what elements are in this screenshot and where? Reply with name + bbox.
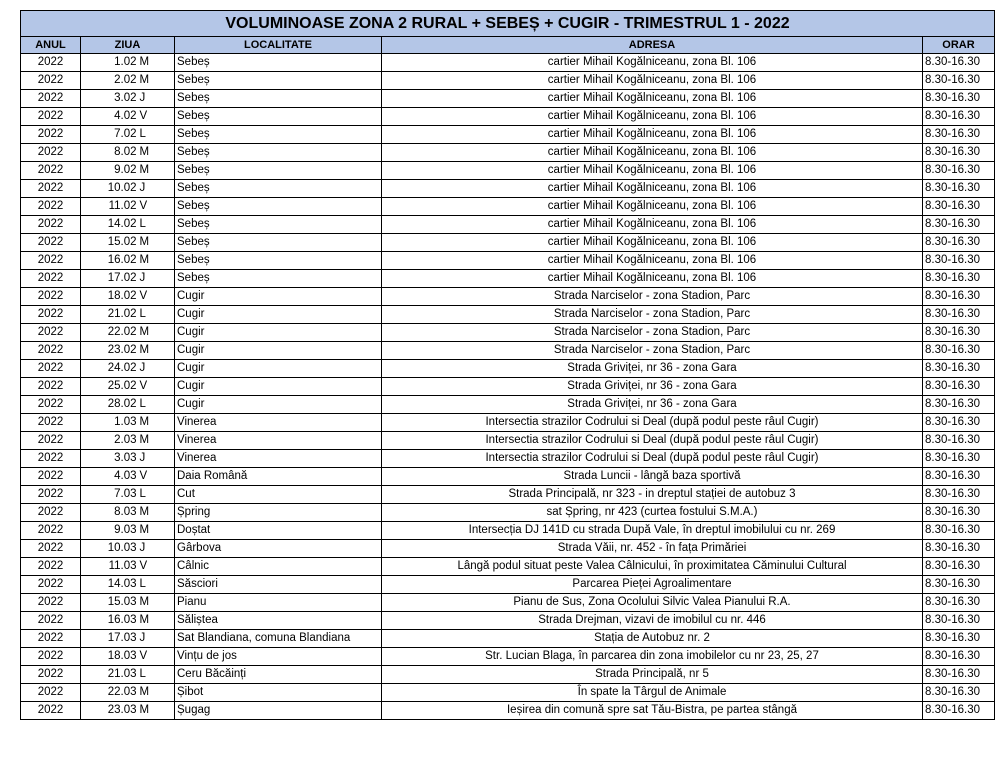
table-row: [21, 504, 995, 522]
cell-weekday: V: [138, 468, 175, 486]
cell-address: Strada Narciselor - zona Stadion, Parc: [382, 288, 923, 306]
column-header-year: ANUL: [21, 37, 81, 54]
cell-hours: 8.30-16.30: [923, 432, 995, 450]
cell-day: 15.02: [81, 234, 138, 252]
cell-location: Cugir: [175, 306, 382, 324]
cell-address: cartier Mihail Kogălniceanu, zona Bl. 106: [382, 72, 923, 90]
cell-address: Strada Luncii - lângă baza sportivă: [382, 468, 923, 486]
cell-day: 4.02: [81, 108, 138, 126]
table-row: [21, 288, 995, 306]
cell-year: 2022: [21, 540, 81, 558]
cell-weekday: V: [138, 198, 175, 216]
cell-year: 2022: [21, 126, 81, 144]
cell-address: Strada Văii, nr. 452 - în fața Primăriei: [382, 540, 923, 558]
cell-address: Intersecția DJ 141D cu strada După Vale, în dreptul imobilului cu nr. 269: [382, 522, 923, 540]
cell-address: Strada Narciselor - zona Stadion, Parc: [382, 342, 923, 360]
cell-day: 7.03: [81, 486, 138, 504]
cell-hours: 8.30-16.30: [923, 594, 995, 612]
cell-year: 2022: [21, 576, 81, 594]
cell-year: 2022: [21, 144, 81, 162]
cell-location: Cugir: [175, 360, 382, 378]
table-row: [21, 630, 995, 648]
cell-location: Gârbova: [175, 540, 382, 558]
cell-location: Sat Blandiana, comuna Blandiana: [175, 630, 382, 648]
cell-hours: 8.30-16.30: [923, 396, 995, 414]
cell-year: 2022: [21, 342, 81, 360]
cell-address: Strada Principală, nr 323 - in dreptul stației de autobuz 3: [382, 486, 923, 504]
cell-location: Cugir: [175, 288, 382, 306]
cell-year: 2022: [21, 234, 81, 252]
cell-location: Șpring: [175, 504, 382, 522]
cell-year: 2022: [21, 288, 81, 306]
cell-day: 3.02: [81, 90, 138, 108]
cell-location: Sebeș: [175, 198, 382, 216]
cell-hours: 8.30-16.30: [923, 684, 995, 702]
cell-address: Intersectia strazilor Codrului si Deal (după podul peste râul Cugir): [382, 450, 923, 468]
cell-location: Câlnic: [175, 558, 382, 576]
cell-hours: 8.30-16.30: [923, 198, 995, 216]
table-row: [21, 612, 995, 630]
table-row: [21, 396, 995, 414]
table-row: [21, 252, 995, 270]
cell-location: Pianu: [175, 594, 382, 612]
cell-address: Intersectia strazilor Codrului si Deal (după podul peste râul Cugir): [382, 414, 923, 432]
cell-weekday: L: [138, 576, 175, 594]
cell-address: cartier Mihail Kogălniceanu, zona Bl. 106: [382, 180, 923, 198]
cell-location: Doștat: [175, 522, 382, 540]
cell-weekday: J: [138, 180, 175, 198]
cell-weekday: M: [138, 162, 175, 180]
cell-year: 2022: [21, 432, 81, 450]
cell-year: 2022: [21, 90, 81, 108]
cell-address: Lângă podul situat peste Valea Câlnicului, în proximitatea Căminului Cultural: [382, 558, 923, 576]
column-header-hours: ORAR: [923, 37, 995, 54]
cell-weekday: M: [138, 504, 175, 522]
table-row: [21, 684, 995, 702]
cell-hours: 8.30-16.30: [923, 162, 995, 180]
cell-year: 2022: [21, 396, 81, 414]
cell-day: 22.03: [81, 684, 138, 702]
schedule-sheet: [20, 10, 994, 720]
cell-address: Strada Griviței, nr 36 - zona Gara: [382, 396, 923, 414]
cell-location: Cugir: [175, 342, 382, 360]
cell-weekday: M: [138, 72, 175, 90]
cell-location: Șibot: [175, 684, 382, 702]
cell-address: În spate la Târgul de Animale: [382, 684, 923, 702]
cell-day: 22.02: [81, 324, 138, 342]
cell-location: Daia Română: [175, 468, 382, 486]
cell-weekday: M: [138, 324, 175, 342]
cell-address: cartier Mihail Kogălniceanu, zona Bl. 106: [382, 234, 923, 252]
cell-weekday: L: [138, 306, 175, 324]
cell-year: 2022: [21, 216, 81, 234]
cell-year: 2022: [21, 630, 81, 648]
cell-hours: 8.30-16.30: [923, 108, 995, 126]
cell-address: cartier Mihail Kogălniceanu, zona Bl. 106: [382, 54, 923, 72]
table-row: [21, 126, 995, 144]
cell-weekday: J: [138, 540, 175, 558]
table-row: [21, 360, 995, 378]
table-row: [21, 162, 995, 180]
cell-year: 2022: [21, 180, 81, 198]
cell-weekday: M: [138, 522, 175, 540]
cell-hours: 8.30-16.30: [923, 648, 995, 666]
cell-day: 2.02: [81, 72, 138, 90]
cell-hours: 8.30-16.30: [923, 414, 995, 432]
cell-location: Sebeș: [175, 252, 382, 270]
cell-address: Strada Narciselor - zona Stadion, Parc: [382, 306, 923, 324]
cell-year: 2022: [21, 270, 81, 288]
cell-day: 9.03: [81, 522, 138, 540]
cell-day: 23.02: [81, 342, 138, 360]
cell-hours: 8.30-16.30: [923, 378, 995, 396]
cell-year: 2022: [21, 486, 81, 504]
cell-day: 2.03: [81, 432, 138, 450]
table-row: [21, 432, 995, 450]
cell-location: Vinerea: [175, 450, 382, 468]
cell-day: 3.03: [81, 450, 138, 468]
table-row: [21, 54, 995, 72]
table-row: [21, 666, 995, 684]
cell-hours: 8.30-16.30: [923, 702, 995, 720]
cell-hours: 8.30-16.30: [923, 216, 995, 234]
cell-location: Sebeș: [175, 234, 382, 252]
table-row: [21, 270, 995, 288]
cell-weekday: L: [138, 486, 175, 504]
cell-year: 2022: [21, 378, 81, 396]
cell-hours: 8.30-16.30: [923, 666, 995, 684]
cell-hours: 8.30-16.30: [923, 486, 995, 504]
cell-address: cartier Mihail Kogălniceanu, zona Bl. 106: [382, 216, 923, 234]
cell-location: Săliștea: [175, 612, 382, 630]
cell-year: 2022: [21, 54, 81, 72]
cell-year: 2022: [21, 612, 81, 630]
cell-year: 2022: [21, 594, 81, 612]
cell-day: 16.03: [81, 612, 138, 630]
cell-year: 2022: [21, 522, 81, 540]
cell-location: Șugag: [175, 702, 382, 720]
cell-weekday: M: [138, 684, 175, 702]
cell-weekday: M: [138, 414, 175, 432]
cell-location: Sebeș: [175, 54, 382, 72]
cell-day: 11.03: [81, 558, 138, 576]
cell-hours: 8.30-16.30: [923, 324, 995, 342]
cell-day: 14.02: [81, 216, 138, 234]
cell-day: 8.03: [81, 504, 138, 522]
cell-weekday: V: [138, 288, 175, 306]
cell-weekday: M: [138, 702, 175, 720]
cell-year: 2022: [21, 648, 81, 666]
cell-address: cartier Mihail Kogălniceanu, zona Bl. 106: [382, 252, 923, 270]
cell-address: sat Șpring, nr 423 (curtea fostului S.M.A.): [382, 504, 923, 522]
cell-weekday: J: [138, 630, 175, 648]
schedule-table: [20, 10, 995, 720]
cell-location: Sebeș: [175, 126, 382, 144]
cell-hours: 8.30-16.30: [923, 72, 995, 90]
cell-weekday: M: [138, 594, 175, 612]
cell-day: 21.03: [81, 666, 138, 684]
cell-hours: 8.30-16.30: [923, 540, 995, 558]
cell-day: 10.02: [81, 180, 138, 198]
table-row: [21, 108, 995, 126]
table-row: [21, 486, 995, 504]
cell-location: Sebeș: [175, 180, 382, 198]
cell-location: Sebeș: [175, 72, 382, 90]
cell-hours: 8.30-16.30: [923, 270, 995, 288]
cell-day: 18.03: [81, 648, 138, 666]
cell-weekday: L: [138, 216, 175, 234]
cell-day: 9.02: [81, 162, 138, 180]
cell-address: Strada Griviței, nr 36 - zona Gara: [382, 360, 923, 378]
cell-day: 25.02: [81, 378, 138, 396]
cell-weekday: M: [138, 54, 175, 72]
cell-weekday: V: [138, 648, 175, 666]
cell-year: 2022: [21, 108, 81, 126]
cell-year: 2022: [21, 450, 81, 468]
cell-weekday: M: [138, 612, 175, 630]
cell-hours: 8.30-16.30: [923, 630, 995, 648]
cell-address: Parcarea Pieței Agroalimentare: [382, 576, 923, 594]
cell-address: Strada Principală, nr 5: [382, 666, 923, 684]
table-row: [21, 144, 995, 162]
cell-hours: 8.30-16.30: [923, 522, 995, 540]
cell-address: Strada Drejman, vizavi de imobilul cu nr. 446: [382, 612, 923, 630]
cell-hours: 8.30-16.30: [923, 360, 995, 378]
cell-weekday: J: [138, 90, 175, 108]
table-row: [21, 450, 995, 468]
cell-weekday: L: [138, 396, 175, 414]
cell-hours: 8.30-16.30: [923, 144, 995, 162]
cell-address: cartier Mihail Kogălniceanu, zona Bl. 106: [382, 162, 923, 180]
table-row: [21, 558, 995, 576]
cell-day: 10.03: [81, 540, 138, 558]
table-row: [21, 702, 995, 720]
column-header-day: ZIUA: [81, 37, 175, 54]
cell-location: Sebeș: [175, 144, 382, 162]
cell-day: 8.02: [81, 144, 138, 162]
cell-hours: 8.30-16.30: [923, 450, 995, 468]
table-row: [21, 576, 995, 594]
cell-day: 17.02: [81, 270, 138, 288]
cell-year: 2022: [21, 306, 81, 324]
table-row: [21, 342, 995, 360]
cell-day: 28.02: [81, 396, 138, 414]
cell-address: Ieșirea din comună spre sat Tău-Bistra, pe partea stângă: [382, 702, 923, 720]
cell-address: Pianu de Sus, Zona Ocolului Silvic Valea Pianului R.A.: [382, 594, 923, 612]
table-row: [21, 72, 995, 90]
cell-day: 4.03: [81, 468, 138, 486]
column-header-address: ADRESA: [382, 37, 923, 54]
table-row: [21, 234, 995, 252]
cell-day: 21.02: [81, 306, 138, 324]
cell-year: 2022: [21, 468, 81, 486]
cell-address: cartier Mihail Kogălniceanu, zona Bl. 106: [382, 198, 923, 216]
cell-hours: 8.30-16.30: [923, 288, 995, 306]
cell-address: Strada Griviței, nr 36 - zona Gara: [382, 378, 923, 396]
cell-address: cartier Mihail Kogălniceanu, zona Bl. 106: [382, 270, 923, 288]
cell-hours: 8.30-16.30: [923, 90, 995, 108]
cell-year: 2022: [21, 162, 81, 180]
table-row: [21, 414, 995, 432]
cell-location: Sebeș: [175, 162, 382, 180]
cell-hours: 8.30-16.30: [923, 126, 995, 144]
table-row: [21, 594, 995, 612]
cell-day: 17.03: [81, 630, 138, 648]
table-row: [21, 90, 995, 108]
table-row: [21, 324, 995, 342]
table-row: [21, 180, 995, 198]
cell-weekday: L: [138, 126, 175, 144]
cell-weekday: M: [138, 234, 175, 252]
table-row: [21, 216, 995, 234]
cell-hours: 8.30-16.30: [923, 342, 995, 360]
cell-weekday: V: [138, 108, 175, 126]
cell-day: 15.03: [81, 594, 138, 612]
cell-year: 2022: [21, 558, 81, 576]
table-row: [21, 522, 995, 540]
cell-year: 2022: [21, 72, 81, 90]
table-row: [21, 198, 995, 216]
cell-year: 2022: [21, 198, 81, 216]
table-row: [21, 540, 995, 558]
cell-weekday: M: [138, 252, 175, 270]
cell-location: Vinerea: [175, 432, 382, 450]
cell-hours: 8.30-16.30: [923, 54, 995, 72]
cell-location: Cugir: [175, 396, 382, 414]
cell-day: 16.02: [81, 252, 138, 270]
cell-weekday: J: [138, 360, 175, 378]
cell-location: Cugir: [175, 324, 382, 342]
cell-day: 14.03: [81, 576, 138, 594]
cell-year: 2022: [21, 252, 81, 270]
cell-hours: 8.30-16.30: [923, 612, 995, 630]
cell-location: Sebeș: [175, 216, 382, 234]
cell-year: 2022: [21, 324, 81, 342]
cell-weekday: V: [138, 558, 175, 576]
cell-location: Sebeș: [175, 270, 382, 288]
cell-hours: 8.30-16.30: [923, 252, 995, 270]
cell-location: Sebeș: [175, 108, 382, 126]
cell-year: 2022: [21, 666, 81, 684]
cell-weekday: J: [138, 450, 175, 468]
cell-address: cartier Mihail Kogălniceanu, zona Bl. 106: [382, 126, 923, 144]
cell-location: Cugir: [175, 378, 382, 396]
cell-weekday: M: [138, 342, 175, 360]
table-title: VOLUMINOASE ZONA 2 RURAL + SEBEȘ + CUGIR - TRIMESTRUL 1 - 2022: [21, 11, 995, 37]
cell-location: Sebeș: [175, 90, 382, 108]
cell-day: 1.03: [81, 414, 138, 432]
cell-address: cartier Mihail Kogălniceanu, zona Bl. 106: [382, 90, 923, 108]
cell-address: Intersectia strazilor Codrului si Deal (după podul peste râul Cugir): [382, 432, 923, 450]
table-row: [21, 648, 995, 666]
table-row: [21, 378, 995, 396]
cell-year: 2022: [21, 702, 81, 720]
cell-location: Vințu de jos: [175, 648, 382, 666]
cell-location: Vinerea: [175, 414, 382, 432]
table-row: [21, 306, 995, 324]
cell-day: 7.02: [81, 126, 138, 144]
table-row: [21, 468, 995, 486]
cell-year: 2022: [21, 414, 81, 432]
cell-weekday: M: [138, 432, 175, 450]
table-body: [21, 54, 995, 720]
cell-address: cartier Mihail Kogălniceanu, zona Bl. 106: [382, 144, 923, 162]
cell-day: 18.02: [81, 288, 138, 306]
cell-weekday: M: [138, 144, 175, 162]
cell-address: Stația de Autobuz nr. 2: [382, 630, 923, 648]
column-header-location: LOCALITATE: [175, 37, 382, 54]
cell-day: 24.02: [81, 360, 138, 378]
cell-hours: 8.30-16.30: [923, 234, 995, 252]
cell-hours: 8.30-16.30: [923, 558, 995, 576]
cell-day: 23.03: [81, 702, 138, 720]
cell-hours: 8.30-16.30: [923, 306, 995, 324]
cell-address: Str. Lucian Blaga, în parcarea din zona imobilelor cu nr 23, 25, 27: [382, 648, 923, 666]
cell-hours: 8.30-16.30: [923, 180, 995, 198]
cell-day: 1.02: [81, 54, 138, 72]
cell-location: Săsciori: [175, 576, 382, 594]
cell-location: Ceru Băcăinți: [175, 666, 382, 684]
cell-address: cartier Mihail Kogălniceanu, zona Bl. 106: [382, 108, 923, 126]
cell-weekday: V: [138, 378, 175, 396]
cell-day: 11.02: [81, 198, 138, 216]
cell-location: Cut: [175, 486, 382, 504]
cell-hours: 8.30-16.30: [923, 576, 995, 594]
cell-year: 2022: [21, 504, 81, 522]
cell-address: Strada Narciselor - zona Stadion, Parc: [382, 324, 923, 342]
cell-hours: 8.30-16.30: [923, 468, 995, 486]
cell-year: 2022: [21, 360, 81, 378]
cell-weekday: L: [138, 666, 175, 684]
cell-year: 2022: [21, 684, 81, 702]
cell-weekday: J: [138, 270, 175, 288]
cell-hours: 8.30-16.30: [923, 504, 995, 522]
